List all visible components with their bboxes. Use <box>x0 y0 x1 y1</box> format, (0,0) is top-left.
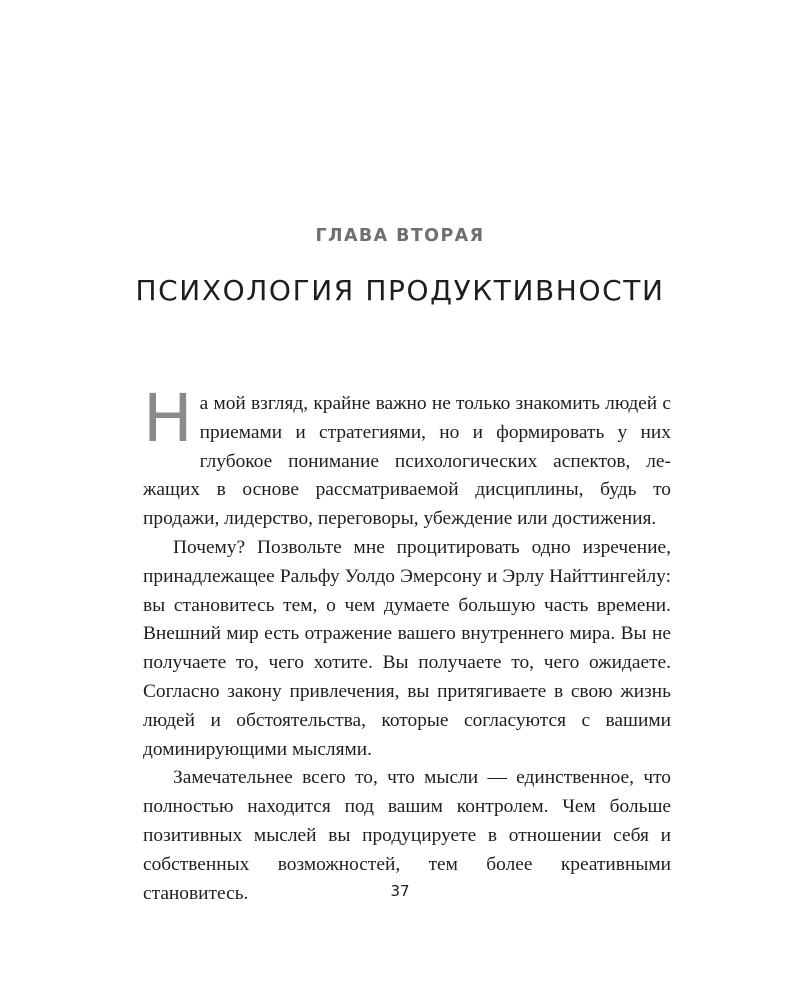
paragraph-1-text: а мой взгляд, крайне важно не только знакомить людей с приемами и стратегиями, но и формировать у них глубокое понимание психологических аспектов, лежащих в основе рассматриваемой дисциплины, будь то продажи, лидерство, переговоры, убеждение или достижения. <box>143 393 671 530</box>
chapter-label: ГЛАВА ВТОРАЯ <box>315 226 485 246</box>
paragraph-3: Замечательнее всего то, что мысли — единственное, что полностью находится под вашим контролем. Чем больше позитивных мыслей вы продуцируете в отношении себя и собственных возможностей, тем более креативными становитесь. <box>143 767 671 904</box>
chapter-title: ПСИХОЛОГИЯ ПРОДУКТИВНОСТИ <box>135 274 665 307</box>
body-text <box>143 380 671 908</box>
drop-cap: Н <box>143 380 193 457</box>
page-number: 37 <box>390 882 410 900</box>
paragraph-1 <box>143 380 671 534</box>
paragraph-2: Почему? Позвольте мне процитировать одно изречение, принадлежащее Ральфу Уолдо Эмерсону и Эрлу Найттингейлу: вы становитесь тем, о чем думаете большую часть времени. Внешний мир есть отражение вашего внутреннего мира. Вы не получаете то, чего хотите. Вы получаете то, чего ожидаете. Согласно закону привлечения, вы притягиваете в свою жизнь людей и обстоятельства, которые согласуются с вашими доминирующими мыслями. <box>143 536 671 760</box>
